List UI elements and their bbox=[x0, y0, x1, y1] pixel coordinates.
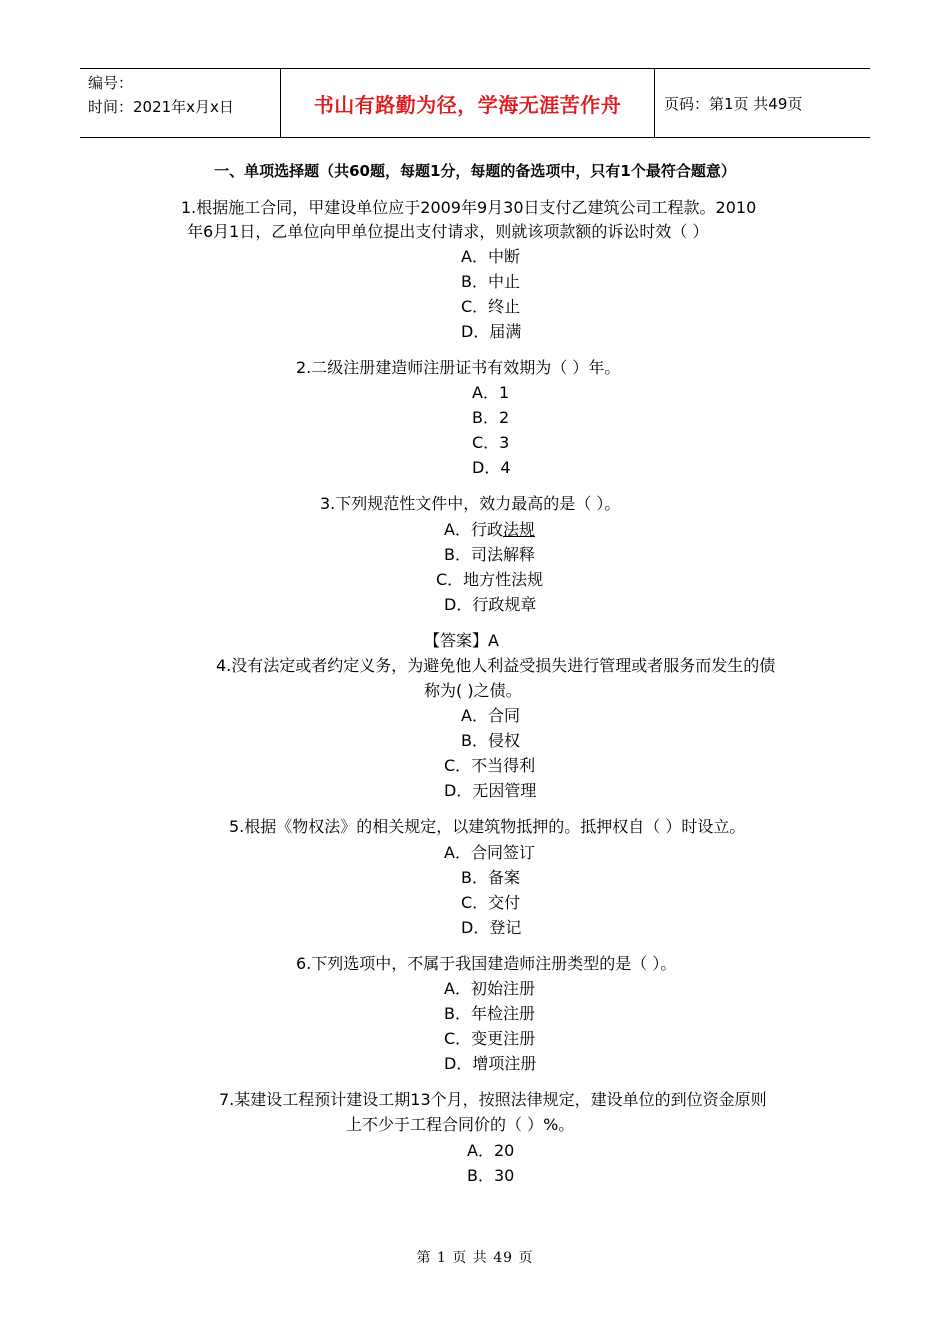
header-table bbox=[80, 68, 870, 138]
q6-option-a: A．初始注册 bbox=[444, 979, 535, 998]
q3-answer: 【答案】A bbox=[424, 631, 499, 650]
q1-option-a: A．中断 bbox=[461, 247, 520, 266]
page-footer: 第 1 页 共 49 页 bbox=[416, 1250, 534, 1266]
q5-stem: 5.根据《物权法》的相关规定，以建筑物抵押的。抵押权自（ ）时设立。 bbox=[229, 817, 746, 836]
header-motto-cell bbox=[281, 69, 655, 137]
q1-stem-line1: 1.根据施工合同，甲建设单位应于2009年9月30日支付乙建筑公司工程款。2010 bbox=[181, 198, 757, 217]
header-page-cell bbox=[655, 69, 870, 137]
q1-option-b: B．中止 bbox=[461, 272, 520, 291]
q5-option-b: B．备案 bbox=[461, 868, 520, 887]
q3-option-b: B．司法解释 bbox=[444, 545, 535, 564]
q7-option-a: A．20 bbox=[467, 1141, 515, 1160]
q2-stem: 2.二级注册建造师注册证书有效期为（ ）年。 bbox=[296, 358, 621, 377]
q7-stem-line1: 7.某建设工程预计建设工期13个月，按照法律规定，建设单位的到位资金原则 bbox=[219, 1090, 767, 1109]
q1-stem-line2: 年6月1日，乙单位向甲单位提出支付请求，则就该项款额的诉讼时效（ ） bbox=[187, 222, 709, 241]
q5-option-d: D．登记 bbox=[461, 918, 522, 937]
q1-option-d: D．届满 bbox=[461, 322, 522, 341]
q6-option-d: D．增项注册 bbox=[444, 1054, 537, 1073]
q4-option-d: D．无因管理 bbox=[444, 781, 537, 800]
q3-option-c: C．地方性法规 bbox=[436, 570, 544, 589]
q1-option-c: C．终止 bbox=[461, 297, 521, 316]
q3-option-a bbox=[444, 520, 535, 540]
q3-stem: 3.下列规范性文件中，效力最高的是（ ）。 bbox=[320, 494, 621, 513]
q4-stem-line1: 4.没有法定或者约定义务，为避免他人利益受损失进行管理或者服务而发生的债 bbox=[216, 656, 776, 675]
q2-option-d: D．4 bbox=[472, 458, 511, 477]
q4-option-a: A．合同 bbox=[461, 706, 520, 725]
q7-option-b: B．30 bbox=[467, 1166, 515, 1185]
motto-text: 书山有路勤为径，学海无涯苦作舟 bbox=[313, 92, 622, 117]
q6-option-c: C．变更注册 bbox=[444, 1029, 536, 1048]
q3-option-a-prefix: A．行政 bbox=[444, 520, 503, 539]
q2-option-a: A．1 bbox=[472, 383, 510, 402]
q4-option-c: C．不当得利 bbox=[444, 756, 536, 775]
section-title: 一、单项选择题（共60题，每题1分，每题的备选项中，只有1个最符合题意） bbox=[214, 162, 736, 180]
q4-stem-line2: 称为( )之债。 bbox=[424, 681, 522, 700]
q3-option-d: D．行政规章 bbox=[444, 595, 537, 614]
q4-option-b: B．侵权 bbox=[461, 731, 520, 750]
header-left-cell bbox=[80, 69, 281, 137]
q3-option-a-underlined: 法规 bbox=[502, 520, 535, 539]
time-label: 时间：2021年x月x日 bbox=[88, 98, 234, 116]
q2-option-c: C．3 bbox=[472, 433, 510, 452]
q6-stem: 6.下列选项中，不属于我国建造师注册类型的是（ ）。 bbox=[296, 954, 677, 973]
q7-stem-line2: 上不少于工程合同价的（ ）%。 bbox=[346, 1115, 575, 1134]
number-label: 编号： bbox=[88, 74, 134, 92]
q5-option-a: A．合同签订 bbox=[444, 843, 535, 862]
q2-option-b: B．2 bbox=[472, 408, 510, 427]
q5-option-c: C．交付 bbox=[461, 893, 521, 912]
q6-option-b: B．年检注册 bbox=[444, 1004, 535, 1023]
page-info: 页码：第1页 共49页 bbox=[664, 94, 803, 113]
